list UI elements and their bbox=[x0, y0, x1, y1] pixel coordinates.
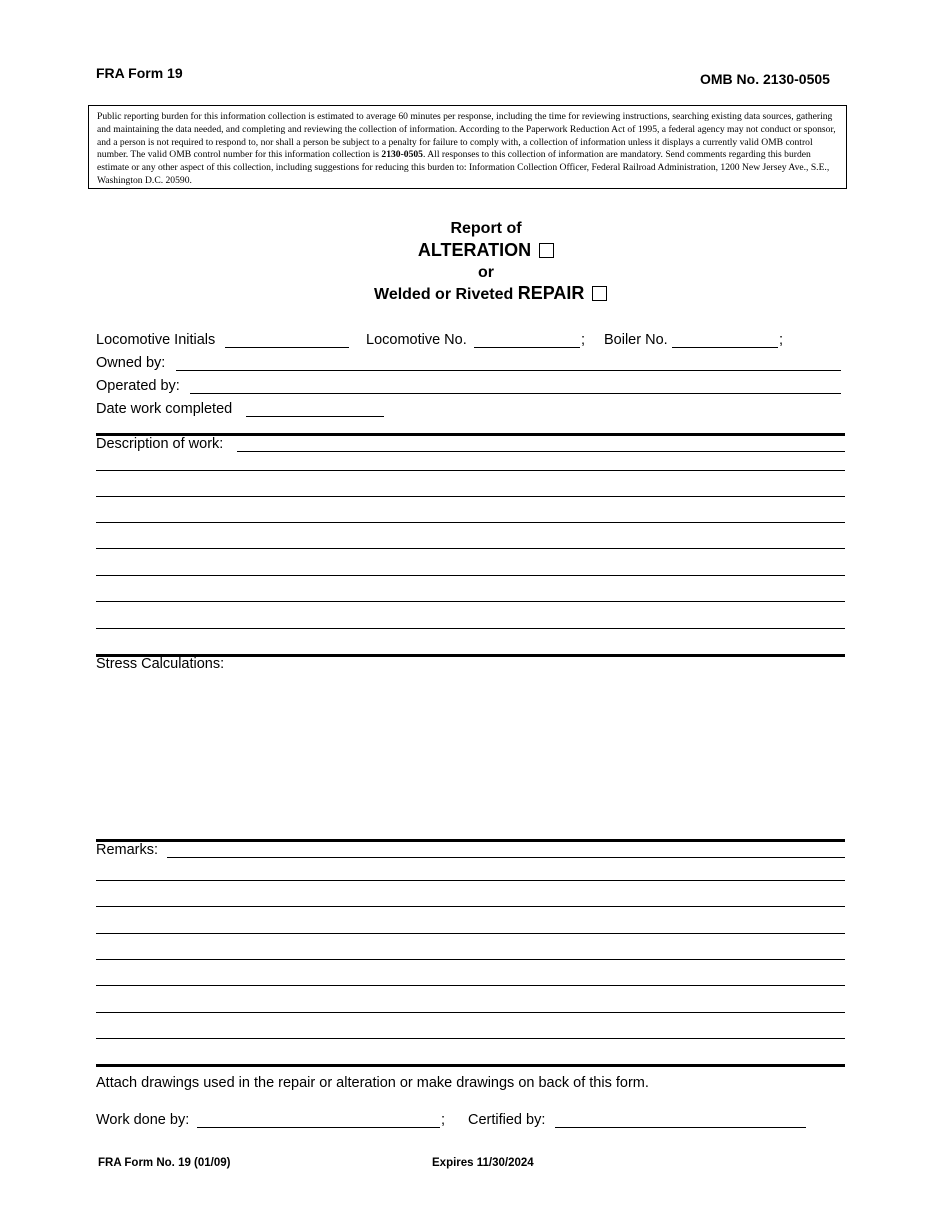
report-of-title: Report of bbox=[450, 220, 522, 237]
boiler-no-field[interactable] bbox=[672, 347, 778, 348]
remarks-line[interactable] bbox=[96, 933, 845, 934]
remarks-label: Remarks: bbox=[96, 842, 159, 858]
locomotive-initials-label: Locomotive Initials bbox=[96, 332, 216, 348]
alteration-row bbox=[0, 240, 950, 261]
work-done-by-label: Work done by: bbox=[96, 1112, 190, 1128]
notice-text: Public reporting burden for this information collection is estimated to average 60 minutes per response, including the time for reviewing instructions, searching existing data sources, gathering and maintaining the data needed, and completing and reviewing the collection of information. According to the Paperwork Reduction Act of 1995, a federal agency may not conduct or sponsor, and a person is not required to respond to, nor shall a person be subject to a penalty for failure to comply with, a collection of information unless it displays a currently valid OMB control number. The valid OMB control number for this information collection is bbox=[97, 111, 836, 161]
semicolon: ; bbox=[581, 332, 586, 348]
description-line[interactable] bbox=[96, 548, 845, 549]
repair-prefix: Welded or Riveted bbox=[374, 286, 514, 303]
form-title: FRA Form 19 bbox=[96, 65, 183, 81]
locomotive-no-field[interactable] bbox=[474, 347, 580, 348]
certified-by-label: Certified by: bbox=[468, 1112, 546, 1128]
remarks-line[interactable] bbox=[96, 906, 845, 907]
section-divider bbox=[96, 1064, 845, 1067]
remarks-line[interactable] bbox=[96, 959, 845, 960]
owned-by-label: Owned by: bbox=[96, 355, 166, 371]
form-number-footer: FRA Form No. 19 (01/09) bbox=[98, 1157, 231, 1169]
remarks-line[interactable] bbox=[96, 1038, 845, 1039]
description-line[interactable] bbox=[96, 575, 845, 576]
semicolon: ; bbox=[779, 332, 784, 348]
date-completed-label: Date work completed bbox=[96, 401, 233, 417]
certified-by-field[interactable] bbox=[555, 1127, 806, 1128]
alteration-checkbox[interactable] bbox=[539, 243, 554, 258]
expiration-footer: Expires 11/30/2024 bbox=[432, 1157, 534, 1169]
notice-text-end: . All responses to this collection of information are mandatory. Send comments regarding this burden estimate or any other aspect of this collection, including suggestions for reducing this burden to: Information Collection Officer, Federal Railroad Administration, 1200 New Jersey Ave., S.E., Washington D.C. 20590. bbox=[97, 149, 830, 186]
repair-row bbox=[374, 283, 607, 304]
remarks-field[interactable] bbox=[167, 857, 845, 858]
operated-by-label: Operated by: bbox=[96, 378, 180, 394]
locomotive-no-label: Locomotive No. bbox=[366, 332, 467, 348]
repair-label: REPAIR bbox=[517, 283, 585, 303]
stress-calculations-label: Stress Calculations: bbox=[96, 656, 225, 672]
locomotive-initials-field[interactable] bbox=[225, 347, 349, 348]
description-line[interactable] bbox=[96, 628, 845, 629]
or-label: or bbox=[478, 264, 494, 281]
description-field[interactable] bbox=[237, 451, 845, 452]
operated-by-field[interactable] bbox=[190, 393, 841, 394]
remarks-line[interactable] bbox=[96, 1012, 845, 1013]
semicolon: ; bbox=[441, 1112, 446, 1128]
remarks-line[interactable] bbox=[96, 985, 845, 986]
burden-notice bbox=[88, 105, 847, 189]
description-line[interactable] bbox=[96, 470, 845, 471]
attach-drawings-note: Attach drawings used in the repair or alteration or make drawings on back of this form. bbox=[96, 1075, 649, 1091]
omb-number: OMB No. 2130-0505 bbox=[700, 71, 830, 87]
date-completed-field[interactable] bbox=[246, 416, 384, 417]
section-divider bbox=[96, 839, 845, 842]
description-line[interactable] bbox=[96, 601, 845, 602]
description-line[interactable] bbox=[96, 496, 845, 497]
owned-by-field[interactable] bbox=[176, 370, 841, 371]
description-line[interactable] bbox=[96, 522, 845, 523]
boiler-no-label: Boiler No. bbox=[604, 332, 668, 348]
work-done-by-field[interactable] bbox=[197, 1127, 440, 1128]
description-label: Description of work: bbox=[96, 436, 224, 452]
notice-control-number: 2130-0505 bbox=[381, 149, 423, 161]
alteration-label: ALTERATION bbox=[417, 240, 532, 260]
remarks-line[interactable] bbox=[96, 880, 845, 881]
repair-checkbox[interactable] bbox=[592, 286, 607, 301]
stress-calculations-area[interactable] bbox=[96, 676, 845, 836]
